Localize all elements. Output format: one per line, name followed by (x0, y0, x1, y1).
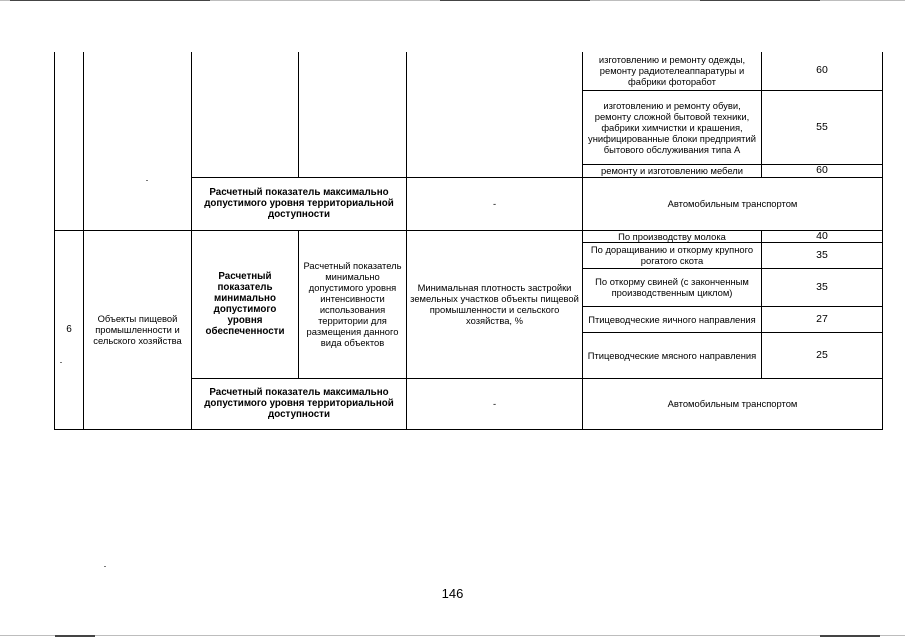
access-dash: - (407, 177, 583, 230)
scan-speck (146, 180, 148, 181)
sub-item-label: По производству молока (583, 230, 762, 242)
number-cell: 6 (55, 230, 84, 429)
scan-edge-bottom (0, 635, 905, 636)
sub-item-value: 25 (762, 332, 883, 378)
scan-speck (104, 566, 106, 567)
sub-item-label: Птицеводческие яичного направления (583, 306, 762, 332)
sub-item-label: изготовлению и ремонту обуви, ремонту сложной бытовой техники, фабрики химчистки и крашения, унифицированные блоки предприятий бытового обслуживания типа А (583, 90, 762, 164)
sub-item-value: 35 (762, 242, 883, 268)
sub-item-value: 55 (762, 90, 883, 164)
access-dash: - (407, 378, 583, 429)
sub-item-value: 27 (762, 306, 883, 332)
bottom-rule (55, 635, 95, 637)
page-number: 146 (441, 586, 464, 601)
access-value: Автомобильным транспортом (583, 177, 883, 230)
min-level-label: Расчетный показатель минимально допустимого уровня обеспеченности (192, 230, 299, 378)
top-rule (10, 0, 210, 1)
sub-item-value: 40 (762, 230, 883, 242)
density-label: Минимальная плотность застройки земельных участков объекты пищевой промышленности и сельского хозяйства, % (407, 230, 583, 378)
sub-item-value: 60 (762, 52, 883, 90)
sub-item-label: По откорму свиней (с законченным производственным циклом) (583, 268, 762, 306)
intensity-label-cell (299, 52, 407, 177)
access-label: Расчетный показатель максимально допустимого уровня территориальной доступности (192, 378, 407, 429)
intensity-label: Расчетный показатель минимально допустимого уровня интенсивности использования территории для размещения данного вида объектов (299, 230, 407, 378)
sub-item-value: 60 (762, 164, 883, 177)
density-label-cell (407, 52, 583, 177)
document-table (54, 52, 883, 430)
sub-item-label: изготовлению и ремонту одежды, ремонту радиотелеаппаратуры и фабрики фоторабот (583, 52, 762, 90)
object-name-cell (84, 52, 192, 230)
bottom-rule (820, 635, 880, 637)
number-cell (55, 52, 84, 230)
top-rule (440, 0, 590, 1)
access-value: Автомобильным транспортом (583, 378, 883, 429)
table-row (55, 52, 883, 90)
indicator-label-cell (192, 52, 299, 177)
top-rule (700, 0, 820, 1)
sub-item-label: По доращиванию и откорму крупного рогатого скота (583, 242, 762, 268)
sub-item-label: ремонту и изготовлению мебели (583, 164, 762, 177)
access-label: Расчетный показатель максимально допустимого уровня территориальной доступности (192, 177, 407, 230)
table-row (55, 230, 883, 242)
sub-item-label: Птицеводческие мясного направления (583, 332, 762, 378)
scan-speck (60, 362, 62, 363)
sub-item-value: 35 (762, 268, 883, 306)
object-name-cell: Объекты пищевой промышленности и сельского хозяйства (84, 230, 192, 429)
